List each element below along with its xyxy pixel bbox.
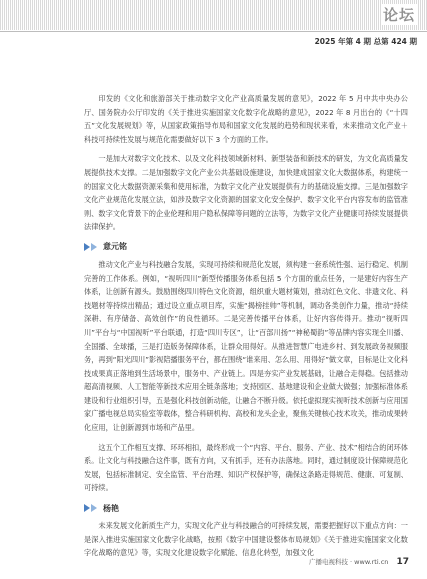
issue-info: 2025 年第 4 期 总第 424 期: [314, 37, 417, 46]
page-footer: [309, 557, 409, 567]
paragraph: 一是加大对数字文化技术、以及文化科技领域新材料、新型装备和新技术的研发，为文化高质量发展提供技术支撑。二是加强数字文化产业公共基础设施建设，加快建成国家文化大数据体系，构建统一的国家文化大数据资源采集和使用标准，为数字文化产业发展提供有力的基础设施支撑。三是加强数字文化产业规范化发展立法，如涉及数字文化资源的国家文化安全保护、数字文化平台内容发布的监管准则、数字文化背景下的企业伦理和用户隐私保障等问题的立法等，为数字文化产业健康可持续发展提供法律保护。: [84, 154, 408, 232]
arrow-icon: [84, 243, 90, 251]
paragraph: 推动文化产业与科技融合发展，实现可持续和规范化发展，须构建一套系统性强、运行稳定、机制完善的工作体系。例如，“视听四川”新型传播服务体系包括 5 个方面的重点任务，一是建好内容生产体系，让创新有源头。鼓励围绕四川特色文化资源，组织重大题材策划，推动红色文化、非遗文化、科技题材等持续出精品；通过设立重点项目库，实施“揭榜挂帅”等机制，调动各类创作力量，推动“持续深耕、有序储备、高效创作”的良性循环。二是完善传播平台体系，让好内容传得开。推动“视听四川”平台与“中国视听”平台联通，打造“四川专区”，让“百部川扬”“神秘蜀韵”等品牌内容实现全川播、全国播、全球播，三是打造版务保障体系，让群众用得好。从推进智慧广电进乡村、到发展政务视频服务，再到“阳光四川”影视陪播服务平台，都在围绕“谁来用、怎么用、用得好”做文章，目标是让文化科技成果真正落地到生活场景中，服务中、产业链上。四是夯实产业发展基础，让融合走得稳。包括推动超高清视频、人工智能等新技术应用全链条落地；支持园区、基地建设和企业做大做强；加强标准体系建设和行业组织引导，五是强化科技创新动能，让融合不断升级。依托虚拟现实视听技术创新与应用国家广播电视总局实验室等载体，整合科研机构、高校和龙头企业，聚焦关键核心技术攻关，推动成果转化应用，让创新源到市场和产品里。: [84, 259, 408, 433]
footer-site: 广播电视科技 · www.rti.cn: [308, 558, 389, 566]
section-title-header: 论坛: [382, 6, 415, 24]
arrow-icon: [84, 504, 90, 512]
paragraph: 印发的《文化和旅游部关于推动数字文化产业高质量发展的意见》，2022 年 5 月中共中央办公厅、国务院办公厅印发的《关于推进实施国家文化数字化战略的意见》，2022 年 8 月出台的《“十四五”文化发展规划》等，从国家政策指导布局和国家文化发展的趋势和现状来看，未来推动文化产业＋科技可持续性发展与规范化需要做好以下 3 个方面的工作。: [84, 94, 408, 144]
arrow-icon: [91, 243, 97, 251]
section-author: 杨艳: [103, 503, 119, 513]
page-number: 17: [396, 557, 409, 567]
paragraph: 这五个工作相互支撑、环环相扣，最终形成一个“内容、平台、服务、产业、技术”相结合的闭环体系。让文化与科技融合这件事，既有方向，又有抓手，还有办法落地。同时，通过制度设计保障规范化发展，包括标准制定、安全监管、平台治理、知识产权保护等，确保这条路走得规范、健康、可复制、可持续。: [84, 442, 408, 493]
article-body: [84, 92, 408, 566]
header-divider: [0, 31, 427, 32]
arrow-icon: [91, 504, 97, 512]
paragraph: 未来发展文化新质生产力，实现文化产业与科技融合的可持续发展，需要把握好以下重点方向：一是深入推进实施国家文化数字化战略，按照《数字中国建设整体布局规划》《关于推进实施国家文化数字化战略的意见》等，实现文化建设数字化赋能、信息化转型，加强文化: [84, 521, 408, 558]
section-author: 意元铭: [103, 242, 127, 252]
section-heading: [84, 240, 408, 254]
header-band: [0, 0, 427, 30]
section-heading: [84, 501, 408, 515]
